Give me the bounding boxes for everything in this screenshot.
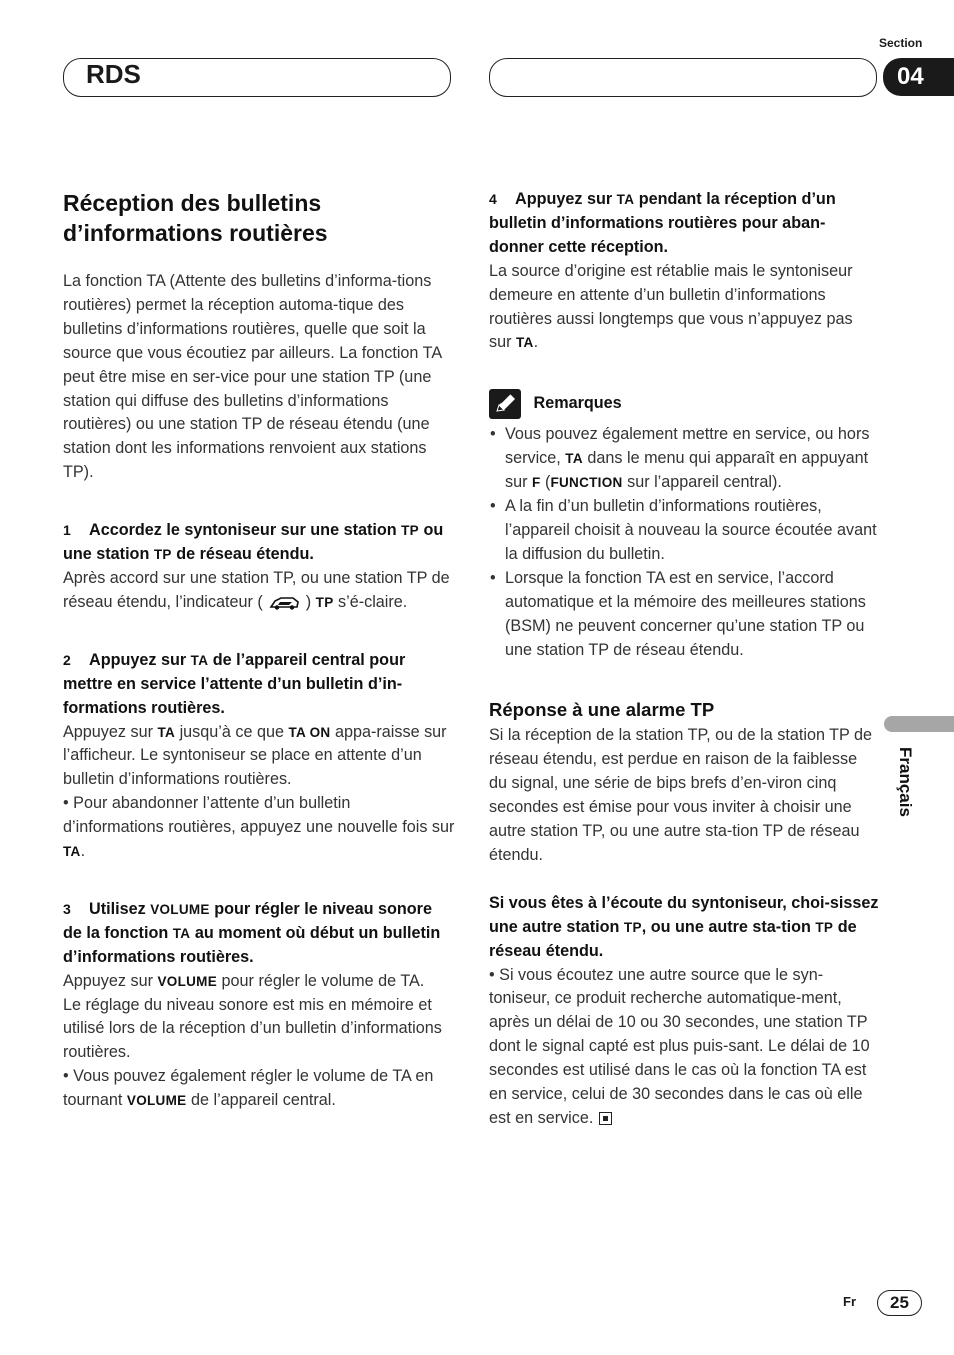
step-2-body: Appuyez sur TA jusqu’à ce que TA ON appa-raisse sur l’afficheur. Le syntoniseur se place en attente d’un bulletin d’informations routières. [63, 722, 447, 789]
step-3-bullet: • Vous pouvez également régler le volume de TA en tournant VOLUME de l’appareil central. [63, 1067, 434, 1110]
right-column [489, 188, 879, 1131]
step-2-bullet: • Pour abandonner l’attente d’un bulletin d’informations routières, appuyez une nouvelle fois sur TA. [63, 794, 455, 861]
notes-title: Remarques [533, 394, 622, 413]
step-3-body-2: Le réglage du niveau sonore est mis en mémoire et utilisé lors de la réception d’un bulletin d’informations routières. [63, 995, 442, 1062]
alarm-body: Si la réception de la station TP, ou de la station TP de réseau étendu, est perdue en raison de la faiblesse du signal, une série de bips brefs d’en-viron cinq secondes est émise pour vous inviter à choisir une autre station TP, ou une autre sta-tion TP de réseau étendu. [489, 726, 873, 864]
step-3-heading: 3 Utilisez VOLUME pour régler le niveau sonore de la fonction TA au moment où début un bulletin d’informations routières. [63, 899, 441, 966]
page-number: 25 [877, 1290, 922, 1316]
notes-list [489, 423, 879, 662]
notes-header [489, 389, 879, 423]
step-2-heading: 2 Appuyez sur TA de l’appareil central pour mettre en service l’attente d’un bulletin d’in-formations routières. [63, 650, 406, 717]
list-item: • A la fin d’un bulletin d’informations routières, l’appareil choisit à nouveau la source écoutée avant la diffusion du bulletin. [489, 495, 879, 567]
step-1-body: Après accord sur une station TP, ou une station TP de réseau étendu, l’indicateur ( ) TP s’é-claire. [63, 568, 450, 611]
page-title: Réception des bulletins d’informations routières [63, 190, 328, 246]
language-tab [884, 716, 954, 732]
intro-paragraph: La fonction TA (Attente des bulletins d’informa-tions routières) permet la réception automa-tique des bulletins d’informations routières, quelle que soit la source que vous écoutiez par ailleurs. La fonction TA peut être mise en ser-vice pour une station TP (une station qui diffuse des bulletins d’informations routières) ou une station TP de réseau étendu (une station dont les informations renvoient aux stations TP). [63, 272, 442, 482]
alarm-step-heading: Si vous êtes à l’écoute du syntoniseur, choi-sissez une autre station TP, ou une autre sta-tion TP de réseau étendu. [489, 893, 879, 960]
end-mark-icon [599, 1112, 612, 1125]
section-label: Section [879, 36, 923, 50]
footer-lang-code: Fr [843, 1294, 856, 1309]
pencil-note-icon [489, 389, 521, 419]
step-4-heading: 4 Appuyez sur TA pendant la réception d’un bulletin d’informations routières pour aban-donner cette réception. [489, 190, 836, 256]
left-column [63, 188, 455, 1113]
tp-car-icon [267, 595, 301, 611]
step-1-heading: 1 Accordez le syntoniseur sur une station TP ou une station TP de réseau étendu. [63, 521, 444, 564]
language-label: Français [896, 747, 915, 817]
header-title: RDS [86, 59, 141, 89]
list-item: • Lorsque la fonction TA est en service, l’accord automatique et la mémoire des meilleures stations (BSM) ne peuvent concerner qu’une station TP ou une station TP de réseau étendu. [489, 567, 879, 663]
alarm-title: Réponse à une alarme TP [489, 699, 715, 721]
step-3-body: Appuyez sur VOLUME pour régler le volume de TA. [63, 971, 425, 990]
section-number: 04 [883, 58, 954, 96]
list-item: • Vous pouvez également mettre en service, ou hors service, TA dans le menu qui apparaît en appuyant sur F (FUNCTION sur l’appareil central). [489, 423, 879, 495]
alarm-bullet: • Si vous écoutez une autre source que le syn-toniseur, ce produit recherche automatique-ment, après un délai de 10 ou 30 secondes, une station TP dont le signal capté est plus puis-sant. Le délai de 10 secondes est utilisé dans le cas où la fonction TA est en service, celui de 30 secondes dans le cas où elle est en service. [489, 965, 870, 1127]
header-right-pill [489, 58, 877, 97]
step-4-body: La source d’origine est rétablie mais le syntoniseur demeure en attente d’un bulletin d’informations routières aussi longtemps que vous n’appuyez pas sur TA. [489, 261, 853, 352]
